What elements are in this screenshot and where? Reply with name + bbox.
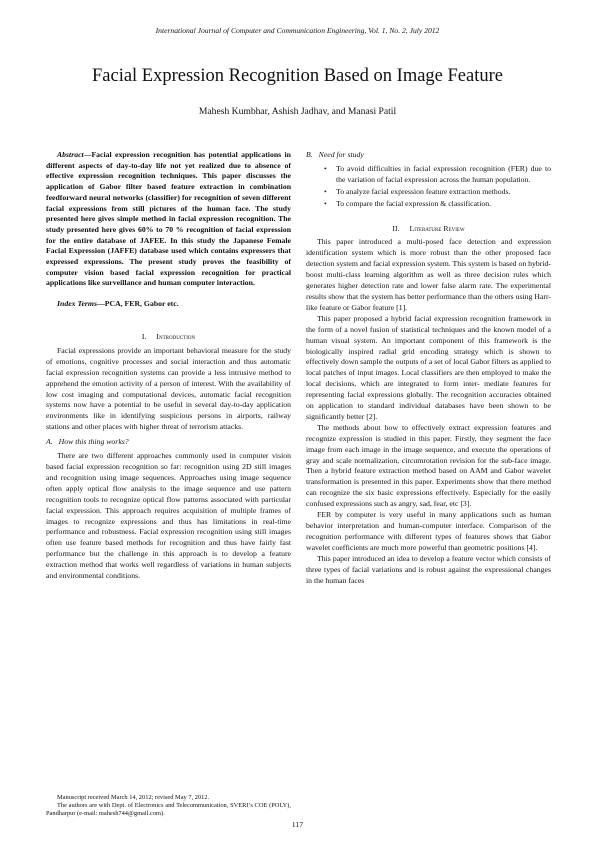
index-terms-text: —PCA, FER, Gabor etc. <box>96 299 179 309</box>
review-paragraph: FER by computer is very useful in many applications such as human behavior interpretation and human-computer interface. Comparison of the recognition performance with different types of features shows that Gabor wavelet coefficients are much more powerful than geometric positions [4]. <box>306 510 551 552</box>
review-paragraph: This paper proposed a hybrid facial expression recognition framework in the form of a novel fusion of statistical techniques and the known model of a human visual system. An important component of this framework is the biologically inspired radial grid encoding strategy which is shown to effectively down sample the outputs of a set of local Gabor filters as applied to local patches of input images. Local classifiers are then employed to make the local decisions, which are integrated to form inter- mediate features for representing facial expressions globally. The recognition accuracies obtained on application to standard individual databases have been shown to be significantly better [2]. <box>306 313 551 421</box>
intro-paragraph: Facial expressions provide an important behavioral measure for the study of emotions, cognitive processes and social interaction and thus automatic facial expression recognition systems can provide a less intrusive method to apprehend the emotion activity of a person of interest. With the availability of low cost imaging and computational devices, automatic facial recognition systems now have a potential to be useful in several day-to-day application environments like in identifying suspicious persons in airports, railway stations and other places with higher threat of terrorism attacks. <box>46 345 291 432</box>
authors: Mahesh Kumbhar, Ashish Jadhav, and Manasi Patil <box>198 106 397 117</box>
section-title: Introduction <box>156 332 196 342</box>
review-paragraph: The methods about how to effectively extract expression features and recognize expression is studied in this paper. Firstly, they segment the face image from each image in the image sequence, and execute the operations of gray and scale normalization, circumrotation revision for the sub-face image. Then a hybrid feature extraction method based on AAM and Gabor wavelet transformation is presented in this paper. Experiments show that there method can recognize the six basic expressions effectively. Especially for the easily confused expressions such as angry, sad, fear, etc [3]. <box>306 422 551 509</box>
section-title: Literature Review <box>409 223 465 233</box>
subsection-heading-a <box>46 437 291 448</box>
index-terms <box>46 299 291 310</box>
abstract-text: —Facial expression recognition has potential applications in different aspects of day-to-day life not yet realized due to absence of effective expression recognition techniques. This paper discusses the application of Gabor filter based feature extraction in combination feedforward neural networks (classifier) for recognition of seven different facial expressions from still pictures of the human face. The study presented here gives simple method in facial expression recognition. The study presented here gives 60% to 70 % recognition of facial expression for the entire database of JAFEE. In this study the Japanese Female Facial Expression (JAFFE) database used which contains expressers that expressed expressions. The present study proves the feasibility of computer vision based facial expression recognition for practical applications like surveillance and human computer interaction. <box>46 150 291 288</box>
subsection-title: Need for study <box>318 150 364 159</box>
how-it-works-paragraph: There are two different approaches commonly used in computer vision based facial expression recognition so far: recognition using 2D still images and recognition using image sequences. Approaches using image sequence often apply optical flow analysis to the image sequence and use pattern recognition tools to recognize optical flow patterns associated with particular facial expression. This approach requires acquisition of multiple frames of images to recognize expressions and thus has limitations in real-time performance and robustness. Facial expression recognition using still images often use feature based methods for recognition and thus have fairly fast performance but the challenge in this approach is to develop a feature extraction method that works well regardless of variations in human subjects and environmental conditions. <box>46 451 291 581</box>
index-terms-label: Index Terms <box>57 299 97 309</box>
section-heading-literature-review <box>306 224 551 235</box>
subsection-title: How this thing works? <box>58 437 129 447</box>
left-column <box>46 150 291 582</box>
paper-title: Facial Expression Recognition Based on Image Feature <box>91 66 503 86</box>
subsection-number: B. <box>306 150 313 159</box>
list-item: • To analyze facial expression feature extraction methods. <box>336 187 551 198</box>
footnote <box>46 794 291 818</box>
review-paragraph: This paper introduced an idea to develop a feature vector which consists of three types of facial variations and is robust against the expressional changes in the human faces <box>306 553 551 585</box>
need-for-study-list <box>306 164 551 210</box>
subsection-number: A. <box>46 437 53 447</box>
footnote-line: Manuscript received March 14, 2012; revised May 7, 2012. <box>57 794 210 801</box>
list-item: • To avoid difficulties in facial expression recognition (FER) due to the variation of facial expression across the human population. <box>336 164 551 186</box>
section-heading-introduction <box>46 332 291 343</box>
list-item: • To compare the facial expression & classification. <box>336 199 551 210</box>
section-number: II. <box>392 223 400 233</box>
page-number: 117 <box>291 820 304 829</box>
abstract-label: Abstract <box>57 150 84 159</box>
section-number: I. <box>141 332 147 342</box>
abstract <box>46 150 291 289</box>
right-column <box>306 150 551 586</box>
subsection-heading-b <box>306 150 551 161</box>
review-paragraph: This paper introduced a multi-posed face detection and expression identification system which is more robust than the other proposed face detection system and facial expression system. This system is based on hybrid-boost multi-class learning algorithm as well as three decision rules which generates higher detection rate and lower false alarm rate. The experimental results show that the system has better performance than the others using Harr-like feature or Gabor feature [1]. <box>306 237 551 312</box>
journal-header: International Journal of Computer and Communication Engineering, Vol. 1, No. 2, July 2012 <box>155 26 440 35</box>
footnote-line: The authors are with Dept. of Electronics and Telecommunication, SVERI’s COE (POLY), Pandharpur (e-mail: mahesh744@gmail.com). <box>46 802 291 817</box>
